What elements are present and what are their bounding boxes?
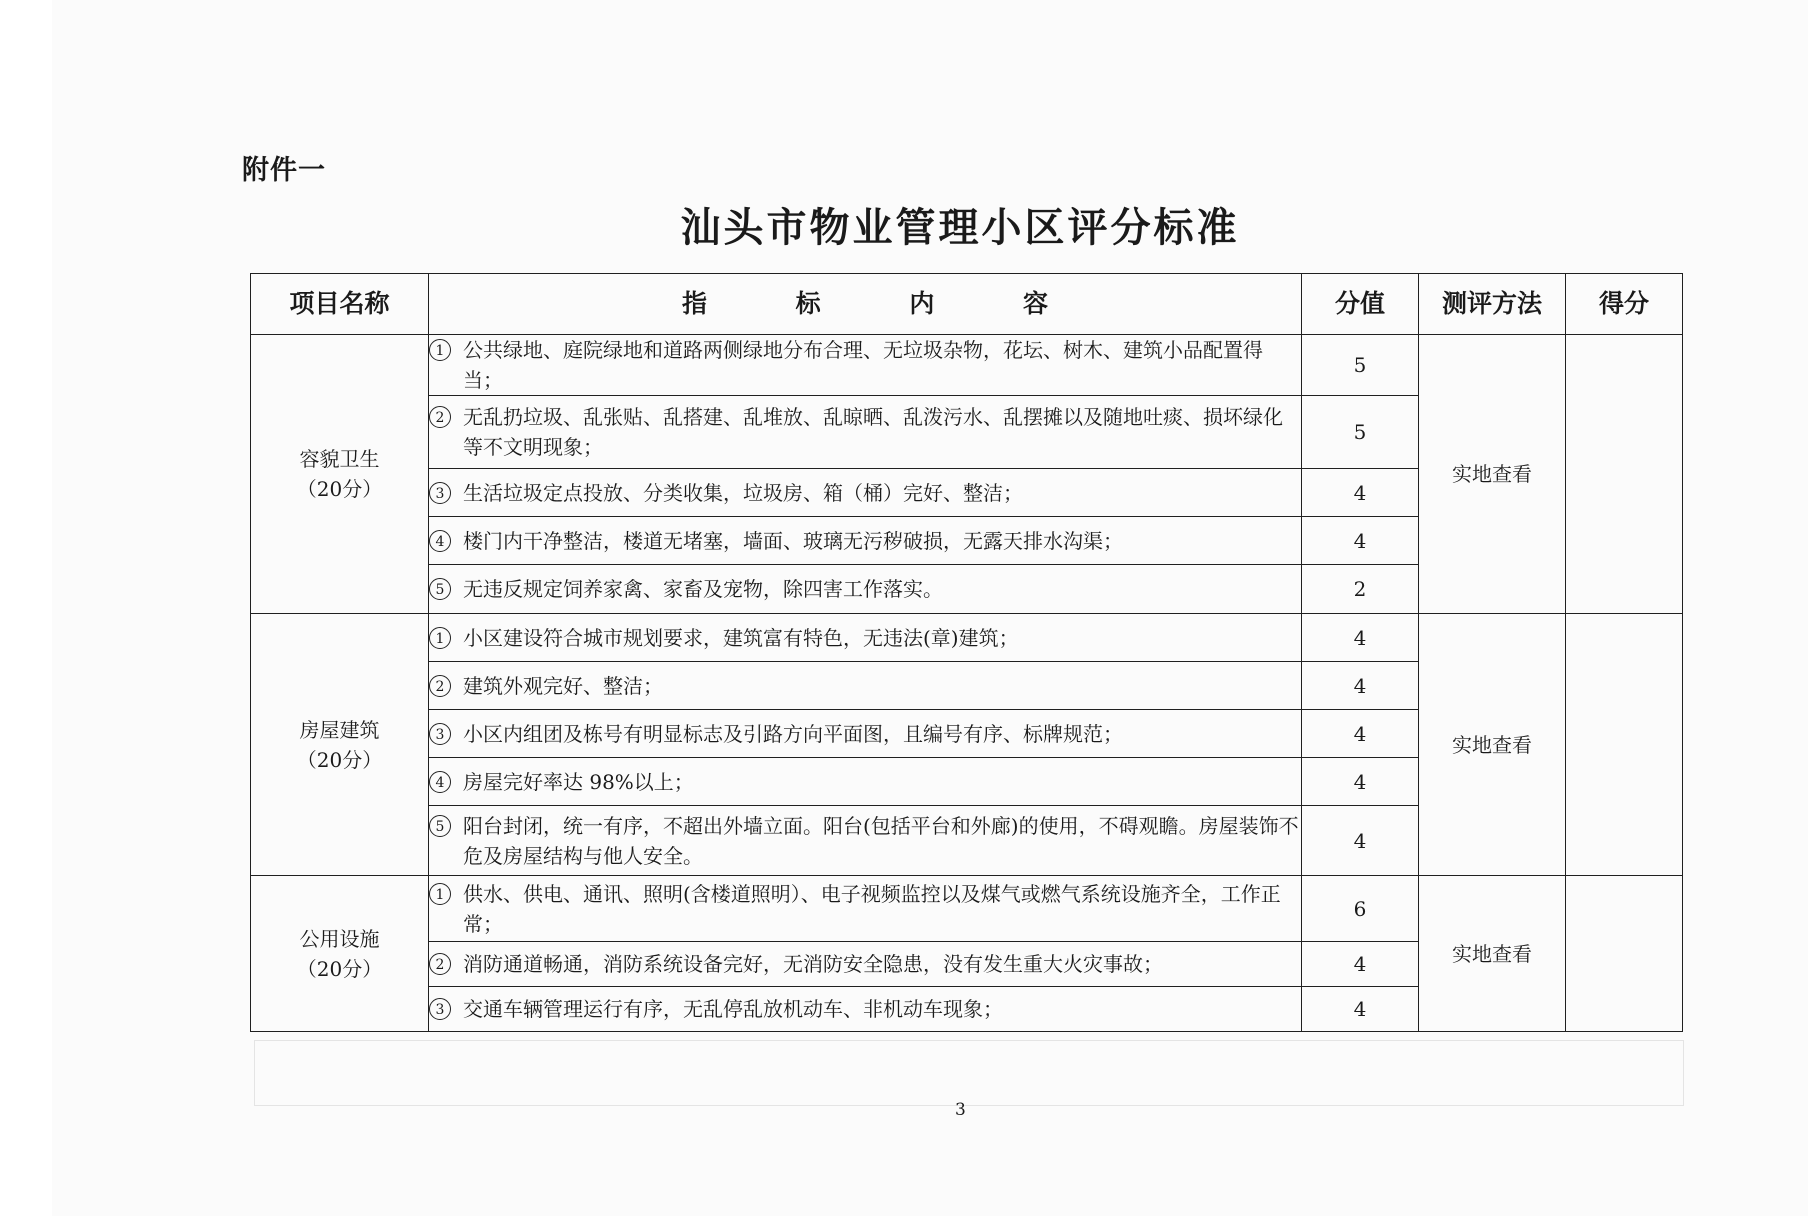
section-points: （20分） <box>296 477 383 501</box>
item-text: 公共绿地、庭院绿地和道路两侧绿地分布合理、无垃圾杂物，花坛、树木、建筑小品配置得当； <box>463 338 1263 392</box>
item-text: 建筑外观完好、整洁； <box>463 673 663 698</box>
item-number: 2 <box>429 675 451 697</box>
section-name: 容貌卫生 <box>299 447 380 471</box>
page-number: 3 <box>955 1100 966 1120</box>
item-score: 2 <box>1302 565 1419 614</box>
section-method: 实地查看 <box>1419 335 1566 614</box>
item-number: 5 <box>429 815 451 837</box>
item-number: 3 <box>429 482 451 504</box>
section-points: （20分） <box>296 747 383 772</box>
col-header-method: 测评方法 <box>1419 274 1566 335</box>
item-text: 房屋完好率达 98%以上； <box>463 769 694 794</box>
item-text: 楼门内干净整洁，楼道无堵塞，墙面、玻璃无污秽破损，无露天排水沟渠； <box>463 528 1123 553</box>
item-cell <box>429 565 1302 614</box>
item-text: 交通车辆管理运行有序，无乱停乱放机动车、非机动车现象； <box>463 997 1003 1021</box>
item-cell <box>429 876 1302 942</box>
section-appearance <box>251 335 429 614</box>
item-number: 1 <box>429 883 451 905</box>
item-score: 4 <box>1302 710 1419 758</box>
earned-score-cell[interactable] <box>1566 876 1683 1032</box>
item-cell <box>429 396 1302 469</box>
section-buildings <box>251 614 429 876</box>
section-name: 公用设施 <box>299 926 380 951</box>
item-score: 4 <box>1302 806 1419 876</box>
item-number: 4 <box>429 771 451 793</box>
item-cell <box>429 710 1302 758</box>
item-text: 阳台封闭，统一有序，不超出外墙立面。阳台(包括平台和外廊)的使用，不碍观瞻。房屋装饰不危及房屋结构与他人安全。 <box>463 813 1299 868</box>
item-cell <box>429 335 1302 396</box>
item-number: 3 <box>429 723 451 745</box>
section-method: 实地查看 <box>1419 876 1566 1032</box>
bleed-through-shadow <box>254 1040 1684 1106</box>
table-row <box>251 335 1683 396</box>
item-score: 6 <box>1302 876 1419 942</box>
table-header-row <box>251 274 1683 335</box>
item-cell <box>429 758 1302 806</box>
scoring-table <box>250 273 1683 1032</box>
table-row <box>251 876 1683 942</box>
item-cell <box>429 517 1302 565</box>
item-cell <box>429 987 1302 1032</box>
table-row <box>251 614 1683 662</box>
item-number: 1 <box>429 339 451 361</box>
item-number: 2 <box>429 406 451 428</box>
item-number: 5 <box>429 578 451 600</box>
attachment-label: 附件一 <box>242 155 326 186</box>
section-name: 房屋建筑 <box>299 717 380 742</box>
col-header-earned: 得分 <box>1566 274 1683 335</box>
item-score: 4 <box>1302 517 1419 565</box>
item-text: 小区内组团及栋号有明显标志及引路方向平面图，且编号有序、标牌规范； <box>463 721 1123 746</box>
col-header-indicator: 指 标 内 容 <box>429 274 1302 335</box>
item-number: 3 <box>429 998 451 1020</box>
section-facilities <box>251 876 429 1032</box>
item-score: 5 <box>1302 335 1419 396</box>
item-score: 4 <box>1302 662 1419 710</box>
item-text: 小区建设符合城市规划要求，建筑富有特色，无违法(章)建筑； <box>463 625 1019 650</box>
item-text: 无违反规定饲养家禽、家畜及宠物，除四害工作落实。 <box>463 577 943 601</box>
item-score: 4 <box>1302 614 1419 662</box>
earned-score-cell[interactable] <box>1566 614 1683 876</box>
item-text: 生活垃圾定点投放、分类收集，垃圾房、箱（桶）完好、整洁； <box>463 480 1023 505</box>
item-cell <box>429 469 1302 517</box>
item-score: 5 <box>1302 396 1419 469</box>
item-cell <box>429 806 1302 876</box>
col-header-score-value: 分值 <box>1302 274 1419 335</box>
item-number: 1 <box>429 627 451 649</box>
document-title: 汕头市物业管理小区评分标准 <box>680 204 1240 251</box>
col-header-project: 项目名称 <box>251 274 429 335</box>
item-cell <box>429 662 1302 710</box>
section-method: 实地查看 <box>1419 614 1566 876</box>
item-score: 4 <box>1302 469 1419 517</box>
item-score: 4 <box>1302 758 1419 806</box>
item-cell <box>429 942 1302 987</box>
item-text: 无乱扔垃圾、乱张贴、乱搭建、乱堆放、乱晾晒、乱泼污水、乱摆摊以及随地吐痰、损坏绿化等不文明现象； <box>463 405 1283 459</box>
item-cell <box>429 614 1302 662</box>
item-number: 4 <box>429 530 451 552</box>
section-points: （20分） <box>296 956 383 981</box>
item-score: 4 <box>1302 942 1419 987</box>
item-score: 4 <box>1302 987 1419 1032</box>
item-text: 供水、供电、通讯、照明(含楼道照明）、电子视频监控以及煤气或燃气系统设施齐全，工作正常； <box>463 881 1281 936</box>
item-text: 消防通道畅通，消防系统设备完好，无消防安全隐患，没有发生重大火灾事故； <box>463 952 1163 976</box>
item-number: 2 <box>429 953 451 975</box>
earned-score-cell[interactable] <box>1566 335 1683 614</box>
